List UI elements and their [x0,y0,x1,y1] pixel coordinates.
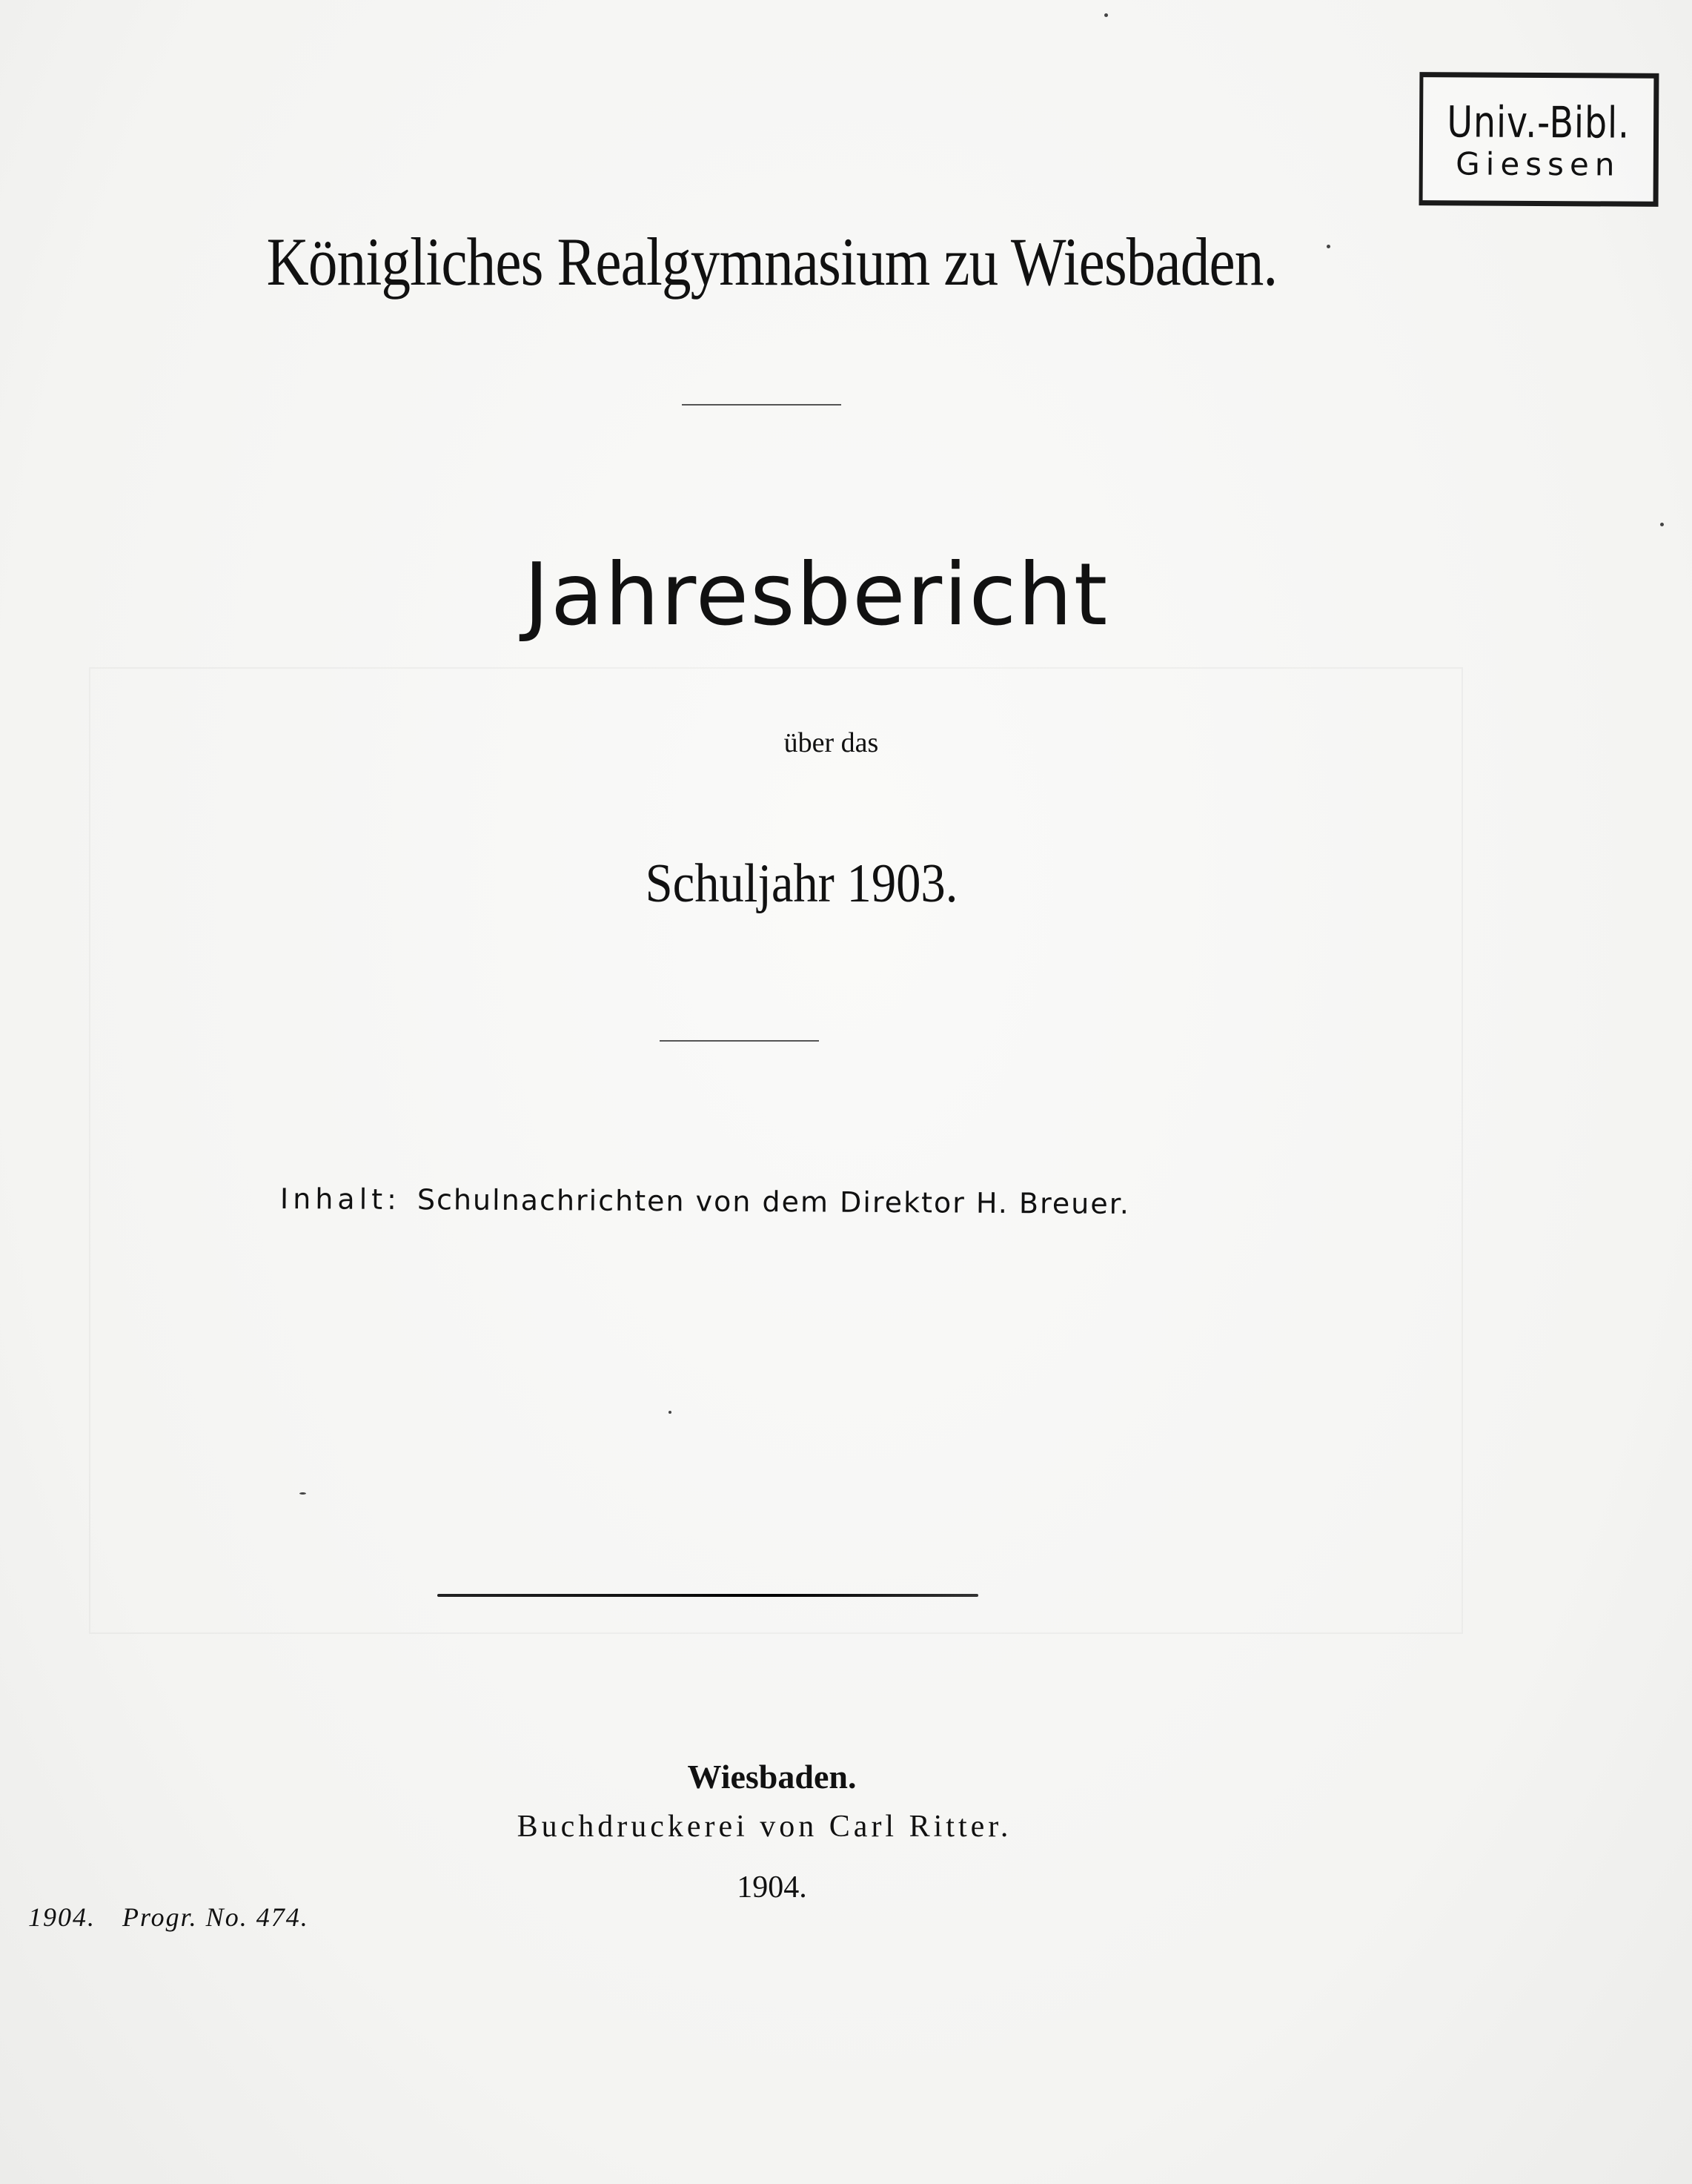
program-number [28,1902,336,1933]
paper-speck [299,1492,306,1495]
contents-label: Inhalt: [279,1182,402,1216]
imprint-year: 1904. [737,1870,807,1905]
program-number-text: Progr. No. 474. [122,1902,309,1932]
imprint-printer: Buchdruckerei von Carl Ritter. [517,1810,1012,1844]
divider-rule-bottom [437,1594,978,1597]
stamp-line-1: Univ.-Bibl. [1447,96,1630,148]
divider-rule-middle [660,1040,819,1042]
stamp-line-2: Giessen [1456,145,1621,183]
paper-speck [668,1411,671,1414]
connector-text: über das [783,727,879,758]
paper-speck [1660,523,1664,526]
contents-text: Schulnachrichten von dem Direktor H. Breuer. [417,1183,1131,1221]
bleed-through-shadow [89,667,1463,1634]
imprint-city: Wiesbaden. [687,1758,857,1796]
paper-speck [1104,13,1108,17]
report-title: Jahresbericht [523,545,1109,645]
program-number-year: 1904. [28,1902,96,1932]
school-year: Schuljahr 1903. [645,853,958,914]
paper-speck [1327,245,1330,248]
school-name: Königliches Realgymnasium zu Wiesbaden. [266,224,1278,300]
contents-line [280,1182,1130,1220]
library-stamp [1419,72,1659,207]
divider-rule-top [682,404,841,406]
